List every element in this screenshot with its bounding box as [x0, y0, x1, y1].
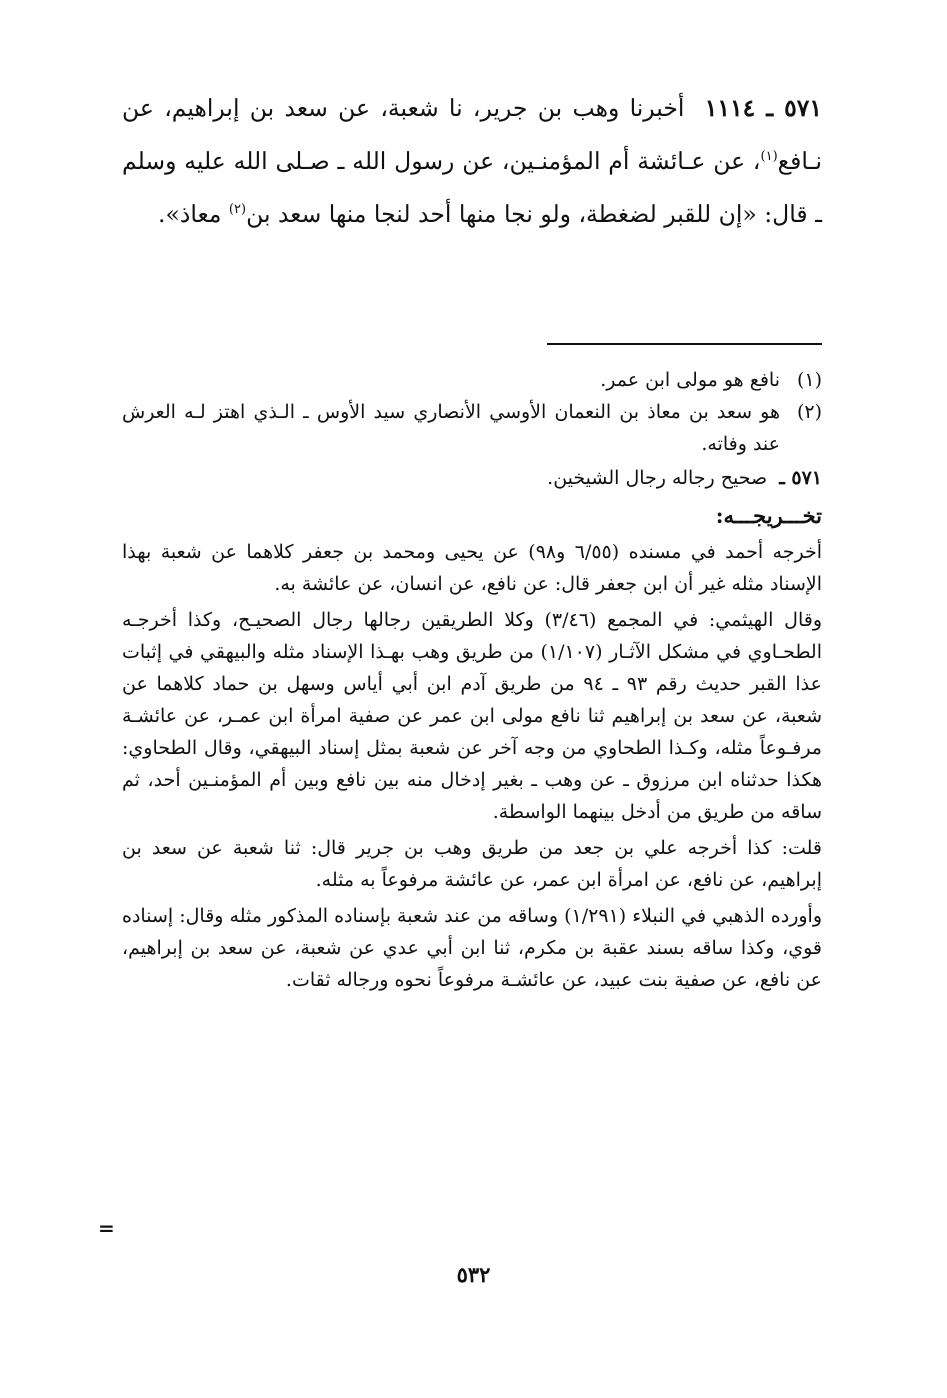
hadith-block — [122, 82, 822, 241]
footnote-number: (١) — [796, 369, 822, 391]
takhrij-heading: تخـــريجـــه: — [715, 503, 822, 528]
hadith-text — [122, 82, 822, 241]
grade-number: ٥٧١ ـ — [779, 467, 822, 489]
footnote-text: هو سعد بن معاذ بن النعمان الأوسي الأنصاري سيد الأوس ـ الـذي اهتز لـه العرش عند وفاته. — [122, 401, 780, 455]
takhrij-paragraph: قلت: كذا أخرجه علي بن جعد من طريق وهب بن جرير قال: ثنا شعبة عن سعد بن إبراهيم، عن نافع، عن امرأة ابن عمر، عن عائشة مرفوعاً به مثله. — [122, 837, 822, 891]
takhrij-paragraph: وأورده الذهبي في النبلاء (١/٢٩١) وساقه من عند شعبة بإسناده المذكور مثله وقال: إسناده قوي، وكذا ساقه بسند عقبة بن مكرم، ثنا ابن أبي عدي عن شعبة، عن سعد بن إبراهيم، عن نافع، عن صفية بنت عبيد، عن عائشـة مرفوعاً نحوه ورجاله ثقات. — [122, 905, 822, 991]
footnote-ref-2: (٢) — [228, 202, 247, 218]
takhrij-paragraph: أخرجه أحمد في مسنده (٦/٥٥ و٩٨) عن يحيى ومحمد بن جعفر كلاهما عن شعبة بهذا الإسناد مثله غير أن ابن جعفر قال: عن نافع، عن انسان، عن عائشة به. — [122, 541, 822, 595]
footnote-1 — [122, 364, 822, 396]
footnote-number: (٢) — [796, 401, 822, 423]
footnotes-section — [122, 364, 822, 996]
footnote-text: نافع هو مولى ابن عمر. — [600, 369, 780, 391]
continuation-mark: = — [98, 1216, 115, 1240]
footnote-ref-1: (١) — [760, 149, 778, 165]
footnote-2 — [122, 396, 822, 460]
page-number: ٥٣٢ — [456, 1262, 491, 1287]
hadith-number: ٥٧١ ـ ١١١٤ — [704, 94, 822, 122]
takhrij-paragraph: وقال الهيثمي: في المجمع (٣/٤٦) وكلا الطريقين رجالها رجال الصحيـح، وكذا أخرجـه الطحـاوي في مشكل الآثـار (١/١٠٧) من طريق وهب بهـذا الإسناد مثله والبيهقي في إثبات عذا القبر حديث رقم ٩٣ ـ ٩٤ من طريق آدم ابن أبي أياس وسهل بن حماد كلاهما عن شعبة، عن سعد بن إبراهيم ثنا نافع مولى ابن عمر عن صفية امرأة ابن عمـر، عن عائشـة مرفـوعاً مثله، وكـذا الطحاوي من وجه آخر عن شعبة بمثل إسناد البيهقي، وقال الطحاوي: هكذا حدثناه ابن مرزوق ـ عن وهب ـ بغير إدخال منه بين نافع وبين أم المؤمنـين أحد، ثم ساقه من طريق من أدخل بينهما الواسطة. — [122, 609, 822, 823]
hadith-text-part1: أخبرنا وهب بن جرير، نا شعبة، عن سعد بن إبراهيم، عن نـافع — [122, 94, 822, 175]
hadith-grade — [122, 462, 822, 494]
grade-text: صحيح رجاله رجال الشيخين. — [547, 467, 768, 489]
hadith-text-part2: ، عن عـائشة أم المؤمنـين، عن رسول الله ـ صـلى الله عليه وسلم ـ قال: «إن للقبر لضغطة، ولو نجا منها أحد لنجا منها سعد بن — [122, 147, 822, 228]
footnote-divider — [547, 343, 822, 345]
hadith-text-part3: معاذ». — [158, 200, 222, 228]
